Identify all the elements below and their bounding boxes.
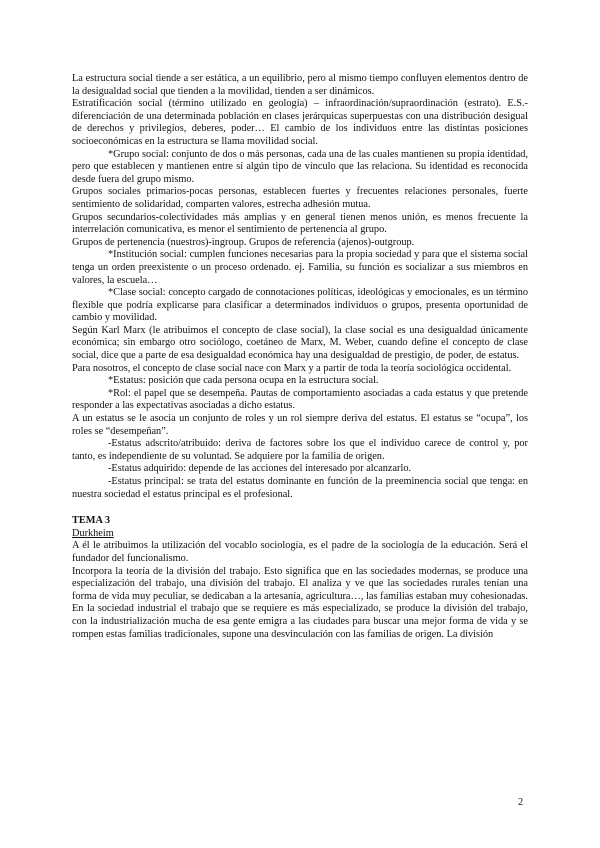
paragraph-para-nosotros: Para nosotros, el concepto de clase social nace con Marx y a partir de toda la teoría sociológica occidental. [72,362,512,374]
page-body [72,73,528,641]
paragraph-karl-marx: Según Karl Marx (le atribuimos el concepto de clase social), la clase social es una desigualdad únicamente económica; sin embargo otro sociólogo, coetáneo de Marx, M. Weber, cuando define el concepto de clase social, dice que a parte de esa desigualdad económica hay una desigualdad de prestigio, de poder, de estatus. [72,324,528,362]
paragraph-rol: *Rol: el papel que se desempeña. Pautas de comportamiento asociadas a cada estatus y que pretende responder a las expectativas asociadas a dicho estatus. [72,387,528,412]
paragraph-estatus-adquirido: -Estatus adquirido: depende de las acciones del interesado por alcanzarlo. [108,463,412,475]
paragraph-grupos-secundarios: Grupos secundarios-colectividades más amplias y en general tienen menos unión, es menos frecuente la interrelación comunicativa, es menor el sentimiento de pertenencia al grupo. [72,211,528,236]
paragraph-estatus-roles: A un estatus se le asocia un conjunto de roles y un rol siempre deriva del estatus. El estatus se “ocupa”, los roles se “desempeñan”. [72,413,528,437]
page-number: 2 [518,797,524,808]
paragraph-durkheim-intro: A él le atribuimos la utilización del vocablo sociología, es el padre de la sociología de la educación. Será el fundador del funcionalismo. [72,540,528,564]
paragraph-clase-social: *Clase social: concepto cargado de connotaciones políticas, ideológicas y emocionales, es un término flexible que podría explicarse para clasificar a determinados individuos o grupos, presenta oportunidad de cambio y movilidad. [72,287,528,324]
paragraph-estatus-principal: -Estatus principal: se trata del estatus dominante en función de la preeminencia social que tenga: en nuestra sociedad el estatus principal es el profesional. [72,476,528,500]
paragraph-estratificacion-social: Estratificación social (término utilizado en geología) – infraordinación/supraordinación (estrato). E.S.-diferenciación de una determinada población en clases jerárquicas superpuestas con una distribución desigual de derechos y privilegios, deberes, poder… El cambio de los individuos entre las distintas posiciones socioeconómicas en la estructura se llama movilidad social. [72,98,528,147]
paragraph-division-trabajo: Incorpora la teoría de la división del trabajo. Esto significa que en las sociedades modernas, se produce una especialización del trabajo, una división del trabajo. El analiza y ve que las sociedades rurales tenían una forma de vida muy peculiar, se dedicaban a la artesanía, agricultura…, las familias estaban muy cohesionadas. En la sociedad industrial el trabajo que se requiere es más especializado, se produce la división del trabajo, con la industrialización mucha de esa gente emigra a las ciudades para buscar una mejor forma de vida y se rompen estas familias tradicionales, supone una desvinculación con las familias de origen. La división [72,565,528,640]
paragraph-estatus-adscrito: -Estatus adscrito/atribuido: deriva de factores sobre los que el individuo carece de control y, por tanto, es independiente de su voluntad. Se adquiere por la familia de origen. [72,438,528,462]
paragraph-estructura-social: La estructura social tiende a ser estática, a un equilibrio, pero al mismo tiempo confluyen elementos dentro de la desigualdad social que tienden a la movilidad, tienden a ser dinámicos. [72,73,528,97]
paragraph-grupos-pertenencia: Grupos de pertenencia (nuestros)-ingroup. Grupos de referencia (ajenos)-outgroup. [72,236,415,248]
paragraph-grupos-primarios: Grupos sociales primarios-pocas personas, establecen fuertes y frecuentes relaciones personales, fuerte sentimiento de solidaridad, comparten valores, estrecha adhesión mutua. [72,186,528,210]
section-heading: TEMA 3 [72,515,111,527]
paragraph-grupo-social: *Grupo social: conjunto de dos o más personas, cada una de las cuales mantienen su propia identidad, pero que establecen y mantienen entre sí algún tipo de vínculo que las relaciona. Su identidad es reconocida desde fuera del grupo mismo. [72,148,528,185]
paragraph-institucion-social: *Institución social: cumplen funciones necesarias para la propia sociedad y para que el sistema social tenga un orden preexistente o un proceso ordenado. ej. Familia, su función es socializar a sus miembros en valores, la escuela… [72,249,528,286]
section-subheading: Durkheim [72,527,114,539]
paragraph-estatus: *Estatus: posición que cada persona ocupa en la estructura social. [108,375,379,387]
